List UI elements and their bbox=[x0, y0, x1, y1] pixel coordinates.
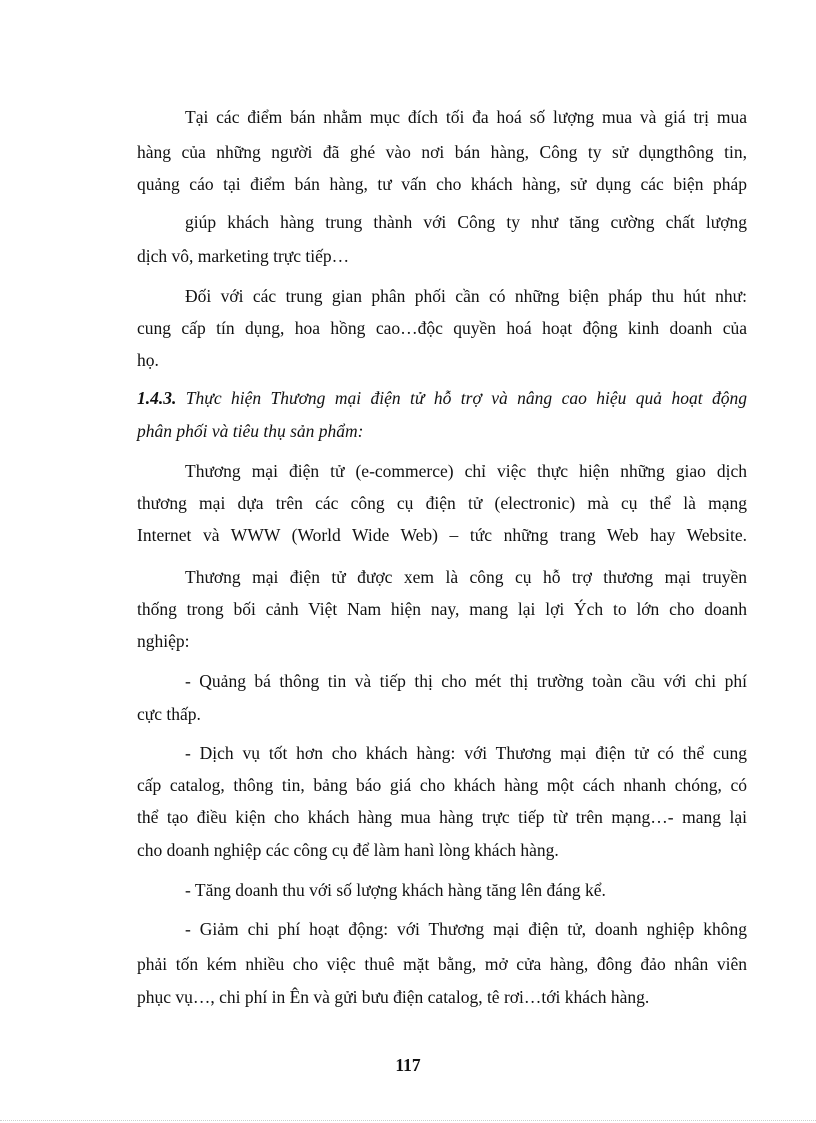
paragraph-5-line-3: nghiệp: bbox=[137, 631, 190, 651]
paragraph-2-line-1: giúp khách hàng trung thành với Công ty như tăng cường chất lượng bbox=[185, 212, 747, 232]
paragraph-1-line-1: Tại các điểm bán nhằm mục đích tối đa hoá số lượng mua và giá trị mua bbox=[185, 107, 747, 127]
bullet-2-line-1: - Dịch vụ tốt hơn cho khách hàng: với Thương mại điện tử có thể cung bbox=[185, 743, 747, 763]
bullet-3-line-1: - Tăng doanh thu với số lượng khách hàng tăng lên đáng kể. bbox=[185, 880, 606, 900]
section-heading-line-2: phân phối và tiêu thụ sản phẩm: bbox=[137, 421, 364, 441]
paragraph-4-line-3: Internet và WWW (World Wide Web) – tức những trang Web hay Website. bbox=[137, 525, 747, 545]
section-heading-line-1 bbox=[137, 387, 747, 409]
paragraph-1-line-2: hàng của những người đã ghé vào nơi bán hàng, Công ty sử dụngthông tin, bbox=[137, 142, 747, 162]
page-number: 117 bbox=[395, 1055, 421, 1075]
bullet-2-line-2: cấp catalog, thông tin, bảng báo giá cho khách hàng một cách nhanh chóng, có bbox=[137, 775, 747, 795]
paragraph-3-line-1: Đối với các trung gian phân phối cần có những biện pháp thu hút như: bbox=[185, 286, 747, 306]
paragraph-3-line-2: cung cấp tín dụng, hoa hồng cao…độc quyền hoá hoạt động kinh doanh của bbox=[137, 318, 747, 338]
page-bottom-divider bbox=[0, 1120, 816, 1121]
section-number: 1.4.3. bbox=[137, 388, 177, 408]
paragraph-5-line-2: thống trong bối cảnh Việt Nam hiện nay, mang lại lợi Ých to lớn cho doanh bbox=[137, 599, 747, 619]
bullet-1-line-2: cực thấp. bbox=[137, 704, 201, 724]
paragraph-3-line-3: họ. bbox=[137, 350, 159, 370]
paragraph-2-line-2: dịch vô, marketing trực tiếp… bbox=[137, 246, 350, 266]
paragraph-1-line-3: quảng cáo tại điểm bán hàng, tư vấn cho khách hàng, sử dụng các biện pháp bbox=[137, 174, 747, 194]
bullet-2-line-3: thể tạo điều kiện cho khách hàng mua hàng trực tiếp từ trên mạng…- mang lại bbox=[137, 807, 747, 827]
bullet-4-line-3: phục vụ…, chi phí in Ên và gửi bưu điện catalog, tê rơi…tới khách hàng. bbox=[137, 987, 650, 1007]
paragraph-5-line-1: Thương mại điện tử được xem là công cụ hỗ trợ thương mại truyền bbox=[185, 567, 747, 587]
section-title: Thực hiện Thương mại điện tử hỗ trợ và nâng cao hiệu quả hoạt động bbox=[185, 388, 747, 408]
bullet-4-line-2: phải tốn kém nhiều cho việc thuê mặt bằng, mở cửa hàng, đông đảo nhân viên bbox=[137, 954, 747, 974]
paragraph-4-line-2: thương mại dựa trên các công cụ điện tử (electronic) mà cụ thể là mạng bbox=[137, 493, 747, 513]
bullet-2-line-4: cho doanh nghiệp các công cụ để làm hanì lòng khách hàng. bbox=[137, 840, 559, 860]
paragraph-4-line-1: Thương mại điện tử (e-commerce) chỉ việc thực hiện những giao dịch bbox=[185, 461, 747, 481]
bullet-4-line-1: - Giảm chi phí hoạt động: với Thương mại điện tử, doanh nghiệp không bbox=[185, 919, 747, 939]
bullet-1-line-1: - Quảng bá thông tin và tiếp thị cho mét thị trường toàn cầu với chi phí bbox=[185, 671, 747, 691]
